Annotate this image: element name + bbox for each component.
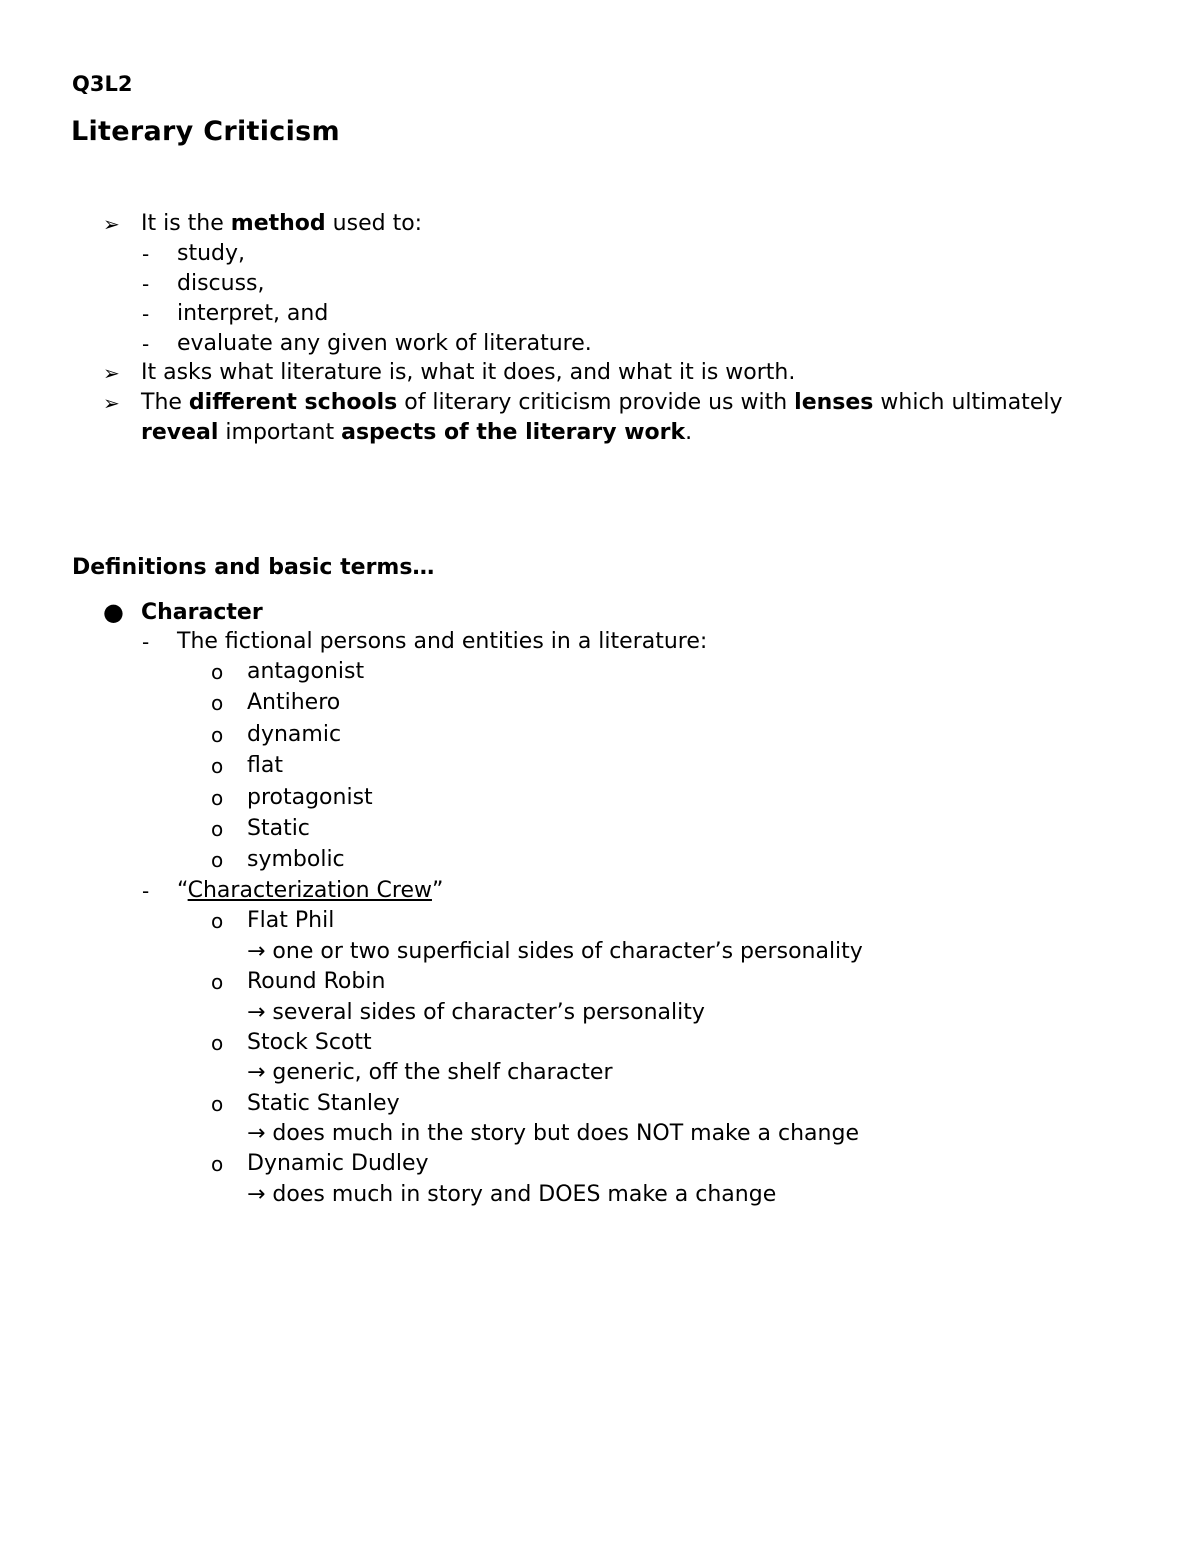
- crew-member-name: Flat Phil: [247, 908, 335, 933]
- intro-keyword: aspects of the literary work: [341, 420, 686, 445]
- section-heading: Definitions and basic terms…: [72, 555, 435, 580]
- intro-text: It is the: [141, 211, 231, 236]
- dash-bullet-icon: -: [142, 242, 150, 266]
- crew-label: Characterization Crew: [187, 878, 432, 903]
- intro-keyword: different schools: [188, 390, 398, 415]
- crew-member-desc: → does much in story and DOES make a change: [247, 1182, 777, 1207]
- term-description: The fictional persons and entities in a literature:: [177, 629, 708, 654]
- document-title: Literary Criticism: [71, 116, 340, 147]
- circle-bullet-icon: o: [211, 660, 224, 684]
- crew-member-name: Stock Scott: [247, 1030, 372, 1055]
- circle-bullet-icon: o: [211, 1152, 224, 1176]
- circle-bullet-icon: o: [211, 723, 224, 747]
- arrow-bullet-icon: ➢: [103, 391, 120, 415]
- circle-bullet-icon: o: [211, 754, 224, 778]
- crew-member-desc: → generic, off the shelf character: [247, 1060, 613, 1085]
- crew-member-name: Static Stanley: [247, 1091, 400, 1116]
- circle-bullet-icon: o: [211, 1092, 224, 1116]
- intro-text: .: [685, 420, 693, 445]
- quote-mark: ”: [431, 878, 444, 903]
- circle-bullet-icon: o: [211, 970, 224, 994]
- crew-member-desc: → one or two superficial sides of character’s personality: [247, 939, 863, 964]
- intro-point-schools-line2: [141, 418, 692, 448]
- circle-bullet-icon: o: [211, 817, 224, 841]
- circle-bullet-icon: o: [211, 848, 224, 872]
- crew-member-desc: → does much in the story but does NOT make a change: [247, 1121, 859, 1146]
- intro-text: which ultimately: [873, 390, 1063, 415]
- crew-heading: [177, 876, 443, 906]
- dash-bullet-icon: -: [142, 630, 150, 654]
- character-type: protagonist: [247, 785, 373, 810]
- character-type: Static: [247, 816, 310, 841]
- dash-bullet-icon: -: [142, 272, 150, 296]
- term-character: Character: [141, 600, 263, 625]
- character-type: symbolic: [247, 847, 345, 872]
- character-type: dynamic: [247, 722, 342, 747]
- crew-member-name: Round Robin: [247, 969, 386, 994]
- intro-keyword: lenses: [794, 390, 874, 415]
- intro-text: The: [141, 390, 189, 415]
- document-code: Q3L2: [72, 72, 133, 96]
- character-type: antagonist: [247, 659, 365, 684]
- intro-keyword: reveal: [141, 420, 219, 445]
- dash-bullet-icon: -: [142, 302, 150, 326]
- intro-point-question: It asks what literature is, what it does, and what it is worth.: [141, 360, 796, 385]
- list-item: study,: [177, 241, 246, 266]
- bullet-dot-icon: ●: [103, 598, 124, 626]
- quote-mark: “: [177, 878, 188, 903]
- character-type: flat: [247, 753, 283, 778]
- list-item: evaluate any given work of literature.: [177, 331, 592, 356]
- character-type: Antihero: [247, 690, 341, 715]
- list-item: discuss,: [177, 271, 265, 296]
- intro-point-schools-line1: [141, 388, 1062, 418]
- arrow-bullet-icon: ➢: [103, 361, 120, 385]
- circle-bullet-icon: o: [211, 786, 224, 810]
- intro-text: used to:: [325, 211, 423, 236]
- intro-text: important: [218, 420, 342, 445]
- intro-text: of literary criticism provide us with: [397, 390, 795, 415]
- circle-bullet-icon: o: [211, 691, 224, 715]
- crew-member-name: Dynamic Dudley: [247, 1151, 429, 1176]
- intro-keyword: method: [230, 211, 326, 236]
- circle-bullet-icon: o: [211, 1031, 224, 1055]
- list-item: interpret, and: [177, 301, 329, 326]
- circle-bullet-icon: o: [211, 909, 224, 933]
- arrow-bullet-icon: ➢: [103, 212, 120, 236]
- intro-point-method: [141, 209, 422, 239]
- dash-bullet-icon: -: [142, 879, 150, 903]
- crew-member-desc: → several sides of character’s personality: [247, 1000, 705, 1025]
- dash-bullet-icon: -: [142, 332, 150, 356]
